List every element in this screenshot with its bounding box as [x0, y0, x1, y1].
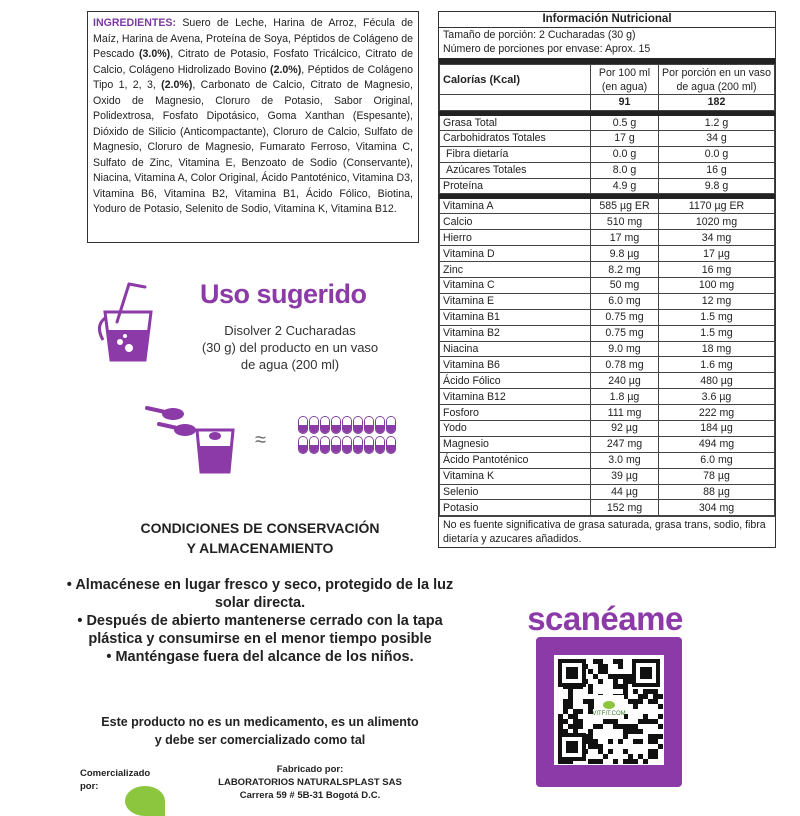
capsule-icon — [309, 416, 319, 434]
nutrient-name: Zinc — [440, 262, 591, 278]
ingredients-segment: (2.0%) — [161, 79, 193, 91]
nutrient-name: Magnesio — [440, 436, 591, 452]
col-header-portion: Por porción en un vaso de agua (200 ml) — [659, 65, 775, 95]
nutrient-portion: 304 mg — [659, 500, 775, 516]
capsule-icon — [331, 416, 341, 434]
nutrient-portion: 17 µg — [659, 246, 775, 262]
ingredients-segment: , Péptidos de Colágeno Tipo 1, 2, 3, — [93, 63, 413, 91]
capsule-icon — [298, 416, 308, 434]
nutrient-portion: 1.5 mg — [659, 325, 775, 341]
nutrient-per100: 4.9 g — [591, 178, 659, 194]
nutrient-per100: 247 mg — [591, 436, 659, 452]
uso-sugerido-title: Uso sugerido — [200, 279, 367, 309]
nutrient-portion: 1.2 g — [659, 113, 775, 130]
capsule-icon — [353, 416, 363, 434]
nutrient-portion: 34 g — [659, 130, 775, 146]
nutrient-row — [440, 373, 775, 389]
nutrient-per100: 240 µg — [591, 373, 659, 389]
nutrient-portion: 6.0 mg — [659, 452, 775, 468]
nutrient-per100: 8.2 mg — [591, 262, 659, 278]
capsule-icon — [353, 436, 363, 454]
cup-icon — [95, 282, 165, 364]
col-header-100ml: Por 100 ml (en agua) — [591, 65, 659, 95]
nutrient-name: Proteína — [440, 178, 591, 194]
conservation-title: CONDICIONES DE CONSERVACIÓN Y ALMACENAMIENTO — [140, 520, 380, 556]
nutrient-row — [440, 278, 775, 294]
nutrient-per100: 3.0 mg — [591, 452, 659, 468]
nutrient-row — [440, 357, 775, 373]
capsule-icon — [386, 416, 396, 434]
nutrient-per100: 6.0 mg — [591, 293, 659, 309]
calories-label: Calorías (Kcal) — [440, 65, 591, 95]
capsule-icon — [331, 436, 341, 454]
uso-sugerido-text: Disolver 2 Cucharadas (30 g) del producto en un vaso de agua (200 ml) — [201, 323, 379, 372]
capsule-icon — [342, 416, 352, 434]
nutrient-per100: 44 µg — [591, 484, 659, 500]
nutrient-portion: 88 µg — [659, 484, 775, 500]
ingredients-label: INGREDIENTES: — [93, 17, 176, 29]
nutrient-row — [440, 341, 775, 357]
nutrient-row — [440, 130, 775, 146]
nutrient-portion: 480 µg — [659, 373, 775, 389]
nutrient-portion: 78 µg — [659, 468, 775, 484]
nutrient-name: Azúcares Totales — [440, 162, 591, 178]
capsule-icon — [309, 436, 319, 454]
nutrient-name: Ácido Fólico — [440, 373, 591, 389]
nutrient-row — [440, 468, 775, 484]
nutrient-name: Niacina — [440, 341, 591, 357]
nutrient-name: Vitamina K — [440, 468, 591, 484]
capsule-icon — [364, 416, 374, 434]
scoop-glass-icon — [145, 400, 235, 475]
nutrient-per100: 111 mg — [591, 405, 659, 421]
nutrient-name: Grasa Total — [440, 113, 591, 130]
nutrient-name: Vitamina B6 — [440, 357, 591, 373]
fabricado-info: Fabricado por: LABORATORIOS NATURALSPLAST SAS Carrera 59 # 5B-31 Bogotá D.C. — [218, 764, 402, 801]
qr-code[interactable] — [554, 655, 664, 765]
servings-per-container: Número de porciones por envase: Aprox. 15 — [443, 43, 651, 55]
comercializado-label: Comercializado por: — [80, 768, 151, 792]
nutrition-facts-table — [438, 11, 776, 548]
nutrient-per100: 0.5 g — [591, 113, 659, 130]
nutrient-row — [440, 309, 775, 325]
nutrient-name: Ácido Pantoténico — [440, 452, 591, 468]
ingredients-segment: , Carbonato de Calcio, Citrato de Magnesio, Oxido de Magnesio, Cloruro de Potasio, Sabor Original, Polidextrosa, Fosfato Dipotásico, Goma Xanthan (Espesante), Dióxido de Silicio (Anticompactante), Cloruro de Calcio, Sulfato de Magnesio, Cloruro de Magnesio, Fumarato Ferroso, Vitamina C, Sulfato de Zinc, Vitamina E, Benzoato de Sodio (Conservante), Niacina, Vitamina A, Color Original, Ácido Pantoténico, Vitamina D3, Vitamina B6, Vitamina B2, Vitamina B1, Ácido Fólico, Biotina, Yoduro de Potasio, Selenito de Sodio, Vitamina K, Vitamina B12. — [93, 79, 413, 215]
qr-caption: VITFIT.COM — [592, 711, 626, 717]
conservation-bullet: • Después de abierto mantenerse cerrado con la tapa plástica y consumirse en el menor tiempo posible — [77, 613, 443, 647]
nutrient-portion: 100 mg — [659, 278, 775, 294]
serving-size: Tamaño de porción: 2 Cucharadas (30 g) — [443, 29, 636, 41]
capsule-icon — [298, 436, 308, 454]
nutrient-name: Fibra dietaría — [440, 146, 591, 162]
nutrient-portion: 16 g — [659, 162, 775, 178]
nutrient-row — [440, 389, 775, 405]
nutrient-per100: 0.75 mg — [591, 309, 659, 325]
nutrient-row — [440, 262, 775, 278]
nutrient-row — [440, 197, 775, 214]
nutrient-per100: 585 µg ER — [591, 197, 659, 214]
nutrient-portion: 1170 µg ER — [659, 197, 775, 214]
approx-symbol: ≈ — [255, 429, 266, 451]
conservation-bullet: • Almacénese en lugar fresco y seco, protegido de la luz solar directa. — [66, 577, 454, 611]
nutrition-title: Información Nutricional — [439, 12, 775, 28]
nutrient-name: Vitamina E — [440, 293, 591, 309]
capsule-icon — [320, 416, 330, 434]
nutrient-per100: 8.0 g — [591, 162, 659, 178]
nutrient-per100: 50 mg — [591, 278, 659, 294]
ingredients-segment: , Citrato de Potasio, Fosfato Tricálcico, Citrato de Calcio, Colágeno Hidrolizado Bovino — [93, 48, 414, 76]
calories-portion: 182 — [659, 95, 775, 111]
qr-code-icon — [554, 655, 664, 765]
nutrient-row — [440, 421, 775, 437]
nutrient-per100: 39 µg — [591, 468, 659, 484]
ingredients-segment: (2.0%) — [270, 63, 302, 76]
nutrient-portion: 494 mg — [659, 436, 775, 452]
nutrient-name: Potasio — [440, 500, 591, 516]
nutrient-row — [440, 500, 775, 516]
capsule-icon — [375, 416, 385, 434]
nutrient-row — [440, 162, 775, 178]
nutrient-row — [440, 484, 775, 500]
nutrient-row — [440, 436, 775, 452]
micros-table — [439, 194, 775, 516]
nutrient-per100: 0.75 mg — [591, 325, 659, 341]
calories-table — [439, 64, 775, 111]
nutrient-row — [440, 246, 775, 262]
nutrient-portion: 18 mg — [659, 341, 775, 357]
nutrient-name: Carbohidratos Totales — [440, 130, 591, 146]
capsule-icon — [342, 436, 352, 454]
nutrient-portion: 1020 mg — [659, 214, 775, 230]
nutrient-portion: 1.5 mg — [659, 309, 775, 325]
nutrient-row — [440, 230, 775, 246]
nutrient-name: Calcio — [440, 214, 591, 230]
nutrient-name: Vitamina B2 — [440, 325, 591, 341]
nutrient-name: Hierro — [440, 230, 591, 246]
scaneame-title: scanéame — [527, 600, 683, 637]
calories-100ml: 91 — [591, 95, 659, 111]
nutrient-portion: 3.6 µg — [659, 389, 775, 405]
capsules-grid — [298, 416, 396, 454]
ingredients-box — [87, 11, 419, 243]
nutrient-row — [440, 178, 775, 194]
conservation-bullet: • Manténgase fuera del alcance de los niños. — [106, 649, 414, 665]
nutrient-per100: 92 µg — [591, 421, 659, 437]
macros-table — [439, 111, 775, 195]
nutrient-per100: 0.78 mg — [591, 357, 659, 373]
capsule-icon — [320, 436, 330, 454]
ingredients-segment: (3.0%) — [138, 48, 171, 60]
nutrient-name: Vitamina A — [440, 197, 591, 214]
nutrient-per100: 152 mg — [591, 500, 659, 516]
nutrient-portion: 9.8 g — [659, 178, 775, 194]
nutrient-per100: 9.8 µg — [591, 246, 659, 262]
ingredients-segment: Suero de Leche, Harina de Arroz, Fécula de Maíz, Harina de Avena, Proteína de Soya, Péptidos de Colágeno de Pescado — [93, 17, 413, 60]
conservation-bullets — [60, 576, 460, 666]
nutrient-name: Fosforo — [440, 405, 591, 421]
nutrient-per100: 510 mg — [591, 214, 659, 230]
nutrient-per100: 0.0 g — [591, 146, 659, 162]
nutrient-per100: 17 mg — [591, 230, 659, 246]
capsule-icon — [386, 436, 396, 454]
nutrient-portion: 222 mg — [659, 405, 775, 421]
nutrient-name: Selenio — [440, 484, 591, 500]
nutrient-portion: 0.0 g — [659, 146, 775, 162]
nutrient-name: Yodo — [440, 421, 591, 437]
ingredients-text — [93, 17, 413, 215]
nutrient-name: Vitamina B12 — [440, 389, 591, 405]
nutrient-name: Vitamina C — [440, 278, 591, 294]
brand-leaf-logo — [125, 786, 165, 816]
nutrient-name: Vitamina D — [440, 246, 591, 262]
nutrient-row — [440, 293, 775, 309]
nutrient-portion: 1.6 mg — [659, 357, 775, 373]
nutrient-row — [440, 325, 775, 341]
disclaimer: Este producto no es un medicamento, es un alimento y debe ser comercializado como tal — [101, 715, 419, 747]
nutrient-portion: 34 mg — [659, 230, 775, 246]
capsule-icon — [375, 436, 385, 454]
nutrient-portion: 184 µg — [659, 421, 775, 437]
nutrient-name: Vitamina B1 — [440, 309, 591, 325]
nutrient-row — [440, 146, 775, 162]
nutrient-portion: 12 mg — [659, 293, 775, 309]
nutrient-per100: 1.8 µg — [591, 389, 659, 405]
nutrient-row — [440, 214, 775, 230]
nutrient-row — [440, 452, 775, 468]
nutrition-footnote: No es fuente significativa de grasa saturada, grasa trans, sodio, fibra dietaría y azucares añadidos. — [439, 516, 775, 547]
nutrient-per100: 17 g — [591, 130, 659, 146]
nutrient-row — [440, 405, 775, 421]
capsule-icon — [364, 436, 374, 454]
nutrient-portion: 16 mg — [659, 262, 775, 278]
nutrient-per100: 9.0 mg — [591, 341, 659, 357]
nutrient-row — [440, 113, 775, 130]
